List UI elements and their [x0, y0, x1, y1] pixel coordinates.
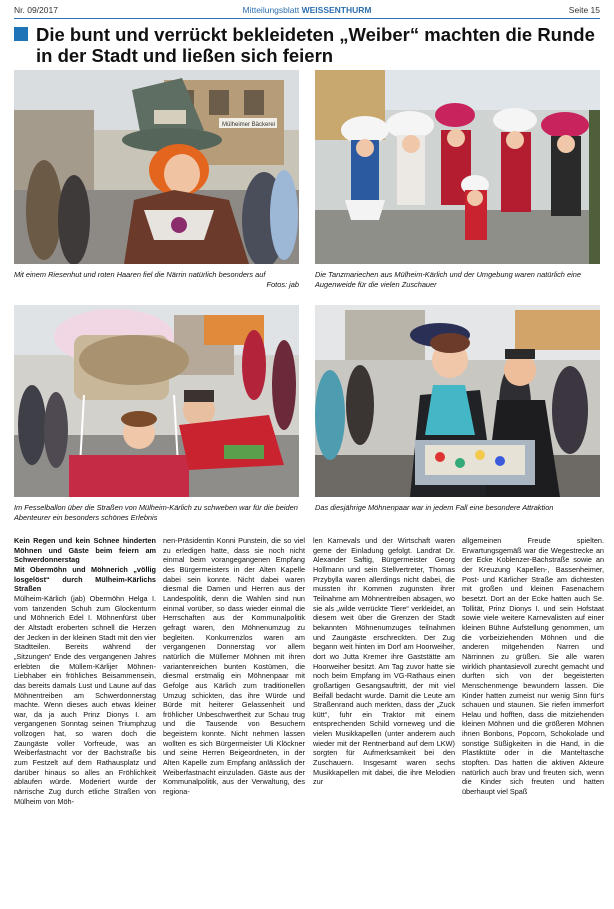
caption-big-hat [14, 270, 299, 289]
caption-balloon [14, 503, 299, 522]
photo-couple [315, 305, 600, 497]
photo-credit: Fotos: jab [266, 279, 299, 289]
headline: Die bunt und verrückt bekleideten „Weiber“ machten die Runde in der Stadt und ließen sich feiern [36, 24, 595, 66]
article-column-1 [14, 536, 156, 806]
photo-balloon [14, 305, 299, 497]
article-text-2: nen-Präsidentin Konni Punstein, die so viel zu erledigen hatte, dass sie noch nicht einmal beim vorangegangenen Empfang des Bürgermeisters in der Alten Kapelle dabei sein konnte. Nicht dabei waren diesmal die Damen und Herren aus der Landespolitik, denn die Wahlen sind nun einmal vorüber, so dass wieder einmal die Herrschaften aus der Kommunalpolitik gefragt waren, den Möhnenumzug zu begleiten. Konkurrenzlos waren am vergangenen Donnerstag vor allem natürlich die Müllemer Möhnen mit ihren variantenreichen bunten Kostümen, die diesmal erstmalig ein Möhnenpaar mit Gefolge aus Kärlich zum traditionellen Umzug schickten, das ihre Würde und Bürde mit heiterer Gelassenheit und fröhlicher Unbeschwertheit zur Schau trug und die Tausende von Besuchern begeistern konnte. Nicht nehmen lassen wollten es sich Bürgermeister Uli Klöckner und seine Herren Beigeordneten, in der Alten Kapelle zum Empfang anlässlich der Weiberfastnacht einzuladen. Gäste aus der Kommunalpolitik, aus der Verwaltung, des regiona- [163, 536, 305, 797]
page-header [14, 4, 600, 19]
publication-name: Mitteilungsblatt [242, 5, 300, 15]
caption-dancers [315, 270, 600, 289]
article-lead: Kein Regen und kein Schnee hinderten Möhnen und Gäste beim feiern am Schwerdonnerstag [14, 536, 156, 565]
photo-big-hat-illustration [14, 70, 299, 264]
article-column-2 [163, 536, 305, 797]
caption-big-hat-text: Mit einem Riesenhut und roten Haaren fiel die Närrin natürlich besonders auf [14, 270, 266, 279]
article-text-1: Mülheim-Kärlich (jab) Obermöhn Helga I. vom tanzenden Schuh zum Glockenturm und Möhnerich Edel I. Möhnenfürst über der Altstadt eroberten schnell die Herzen der Jecken in der kleinen Stadt mit den vier Stadtteilen. Bereits während der „Sitzungen“ Ende des vergangenen Jahres erlebten die Müllem-Kärlijer Möhnen-Liebhaber ein fröhliches Beisammensein, das bereits damals Lust und Laune auf das Möhnentreiben am Schwerdonnerstag machte. Wenn dieses auch etwas kleiner war, da ja auch Prinz Dionys I. am vergangenen Sonntag seinen Triumphzug vollzogen hat, so waren doch die Zaungäste voller Vorfreude, was an Weiberfastnacht vor der Bachstraße bis zum Festzelt auf dem Rathausplatz und darüber hinaus so alles an Fröhlichkeit ablaufen würde. Moderiert wurde der närrische Zug durch etliche Straßen von Mülheim von Möh- [14, 593, 156, 806]
page-number: Seite 15 [568, 5, 600, 15]
photo-dancers-illustration [315, 70, 600, 264]
caption-couple-text: Das diesjährige Möhnenpaar war in jedem Fall eine besondere Attraktion [315, 503, 554, 512]
article-text-4: allgemeinen Freude spielten. Erwartungsgemäß war die Wegestrecke an der Ecke Koblenzer-Bachstraße sowie an der Kreuzung Kapellen-, Bassenheimer, Post- und Kärlicher Straße am dichtesten mit großen und kleinen Fasenachern besetzt. Dort an der Ecke hatten auch Se. Tollität, Prinz Dionys I. und sein Hofstaat sowie viele weitere Karnevalisten auf einer kleinen Bühne Aufstellung genommen, um die vorbeiziehenden Möhnen und die anderen mitgehenden Narren und Närrinnen zu grüßen. Sie alle waren wirklich phantasievoll zurecht gemacht und durften sich von der begeisterten Menschenmenge bewundern lassen. Die Kinder hatten zumeist nur wenig Sinn für's schauen und staunen. Sie riefen immerfort Helau und hofften, dass die mitziehenden kleinen Möhnen und die größeren Möhnen ihnen Bonbons, Popcorn, Schokolade und sonstige Süßigkeiten in die Hand, in die Plastiktüte oder in die Manteltasche stopften. Das hatten die aktiven Akteure natürlich auch brav und freuten sich, wenn die Kinder sich freuten und hatten überhaupt viel Spaß [462, 536, 604, 797]
photo-big-hat [14, 70, 299, 264]
headline-marker [14, 27, 28, 41]
caption-balloon-text: Im Fesselballon über die Straßen von Mülheim-Kärlich zu schweben war für die beiden Abenteurer ein besonders schönes Erlebnis [14, 503, 298, 522]
publication-town: WEISSENTHURM [301, 5, 372, 15]
photo-balloon-illustration [14, 305, 299, 497]
photo-couple-illustration [315, 305, 600, 497]
photo-dancers [315, 70, 600, 264]
article-subheading: Mit Obermöhn und Möhnerich „völlig losgelöst“ durch Mülheim-Kärlichs Straßen [14, 564, 156, 594]
shop-sign-text: Mülheimer Bäckerei [222, 122, 276, 128]
issue-number: Nr. 09/2017 [14, 5, 58, 15]
article-column-3 [313, 536, 455, 787]
headline-block [14, 24, 604, 66]
article-text-3: len Karnevals und der Wirtschaft waren gerne der Einladung gefolgt. Landrat Dr. Alexander Saftig, Bürgermeister Georg Hollmann und sein Stellvertreter, Thomas Przybylla waren allerdings nicht dabei, die mussten ihr Kommen zugunsten ihrer Teilnahme am Möhnentreiben absagen, wo sie als „wilde verrückte Tiere“ verkleidet, an diesem weit über die Grenzen der Stadt bekannten Möhnenumzuges teilnahmen und Zaungäste erschreckten. Der Zug begann weit hinten im Dorf am Hoorweiher, dort wo Jutta Kremer ihre Gaststätte am Hoorweiher besitzt. Am Tag zuvor hatte sie noch beim Empfang im VG-Rathaus einen großartigen Gesangsauftritt, der mit viel Beifall bedacht wurde. Damit die Leute am Straßenrand auch merkten, dass der „Zuck kütt“, fuhr ein Traktor mit einem entsprechenden Schild vorneweg und die vielen Musikkapellen (unter anderem auch wieder mit der Rentnerband auf dem LKW) sorgten für Aufmerksamkeit bei den Zuschauern. Insgesamt waren sechs Musikkapellen mit dabei, die ihre Melodien zur [313, 536, 455, 787]
article-column-4 [462, 536, 604, 797]
publication-title [14, 5, 600, 15]
caption-dancers-text: Die Tanzmariechen aus Mülheim-Kärlich und der Umgebung waren natürlich eine Augenweide für die vielen Zuschauer [315, 270, 581, 289]
caption-couple [315, 503, 600, 513]
